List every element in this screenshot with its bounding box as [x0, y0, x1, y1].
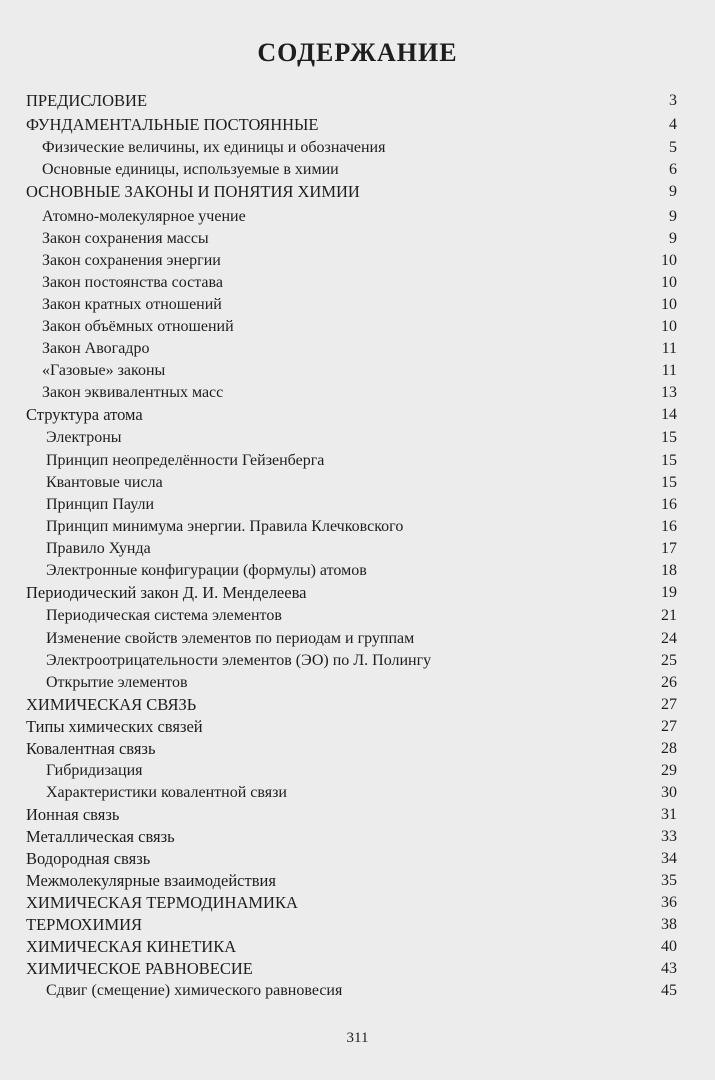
toc-entry-title: Закон кратных отношений: [42, 296, 222, 313]
toc-entry: [0, 980, 715, 1004]
toc-entry-title: Принцип неопределённости Гейзенберга: [46, 452, 325, 469]
toc-entry-page: 10: [661, 318, 677, 335]
toc-entry: [0, 114, 715, 138]
toc-entry-page: 21: [661, 607, 677, 624]
toc-entry-page: 9: [669, 208, 677, 225]
toc-entry-title: ОСНОВНЫЕ ЗАКОНЫ И ПОНЯТИЯ ХИМИИ: [26, 182, 360, 201]
toc-entry-title: Ионная связь: [26, 805, 120, 824]
toc-entry-title: Закон Авогадро: [42, 340, 150, 357]
toc-entry-page: 19: [661, 584, 677, 601]
toc-entry-title: Правило Хунда: [46, 540, 151, 557]
toc-entry-title: Закон сохранения энергии: [42, 252, 221, 269]
toc-entry-title: Водородная связь: [26, 849, 151, 868]
toc-entry-page: 10: [661, 296, 677, 313]
toc-entry-page: 27: [661, 718, 677, 735]
toc-entry-page: 14: [661, 406, 677, 423]
toc-entry: [0, 958, 715, 982]
toc-entry-title: Типы химических связей: [26, 717, 203, 736]
toc-entry-title: ТЕРМОХИМИЯ: [26, 915, 143, 934]
toc-entry-page: 3: [669, 92, 677, 109]
toc-entry-page: 6: [669, 161, 677, 178]
toc-entry-title: Атомно-молекулярное учение: [42, 208, 246, 225]
toc-entry-title: Характеристики ковалентной связи: [46, 784, 287, 801]
toc-entry: [0, 206, 715, 230]
toc-entry-page: 24: [661, 630, 677, 647]
page-number: 311: [346, 1030, 369, 1046]
toc-entry: [0, 782, 715, 806]
toc-entry: [0, 338, 715, 362]
toc-entry-page: 34: [661, 850, 677, 867]
toc-entry: [0, 316, 715, 340]
toc-entry-title: Сдвиг (смещение) химического равновесия: [46, 982, 343, 999]
toc-entry-title: Периодический закон Д. И. Менделеева: [26, 583, 307, 602]
toc-entry: [0, 582, 715, 606]
toc-entry-title: ПРЕДИСЛОВИЕ: [26, 91, 148, 110]
toc-entry: [0, 870, 715, 894]
toc-entry-title: Закон объёмных отношений: [42, 318, 234, 335]
toc-entry: [0, 516, 715, 540]
toc-entry: [0, 450, 715, 474]
toc-entry: [0, 672, 715, 696]
toc-entry-page: 10: [661, 252, 677, 269]
toc-entry: [0, 914, 715, 938]
toc-entry: [0, 250, 715, 274]
toc-entry-title: Изменение свойств элементов по периодам и группам: [46, 630, 415, 647]
toc-entry-page: 30: [661, 784, 677, 801]
toc-entry-title: Металлическая связь: [26, 827, 175, 846]
toc-entry-title: ХИМИЧЕСКАЯ ТЕРМОДИНАМИКА: [26, 893, 298, 912]
toc-entry-title: Структура атома: [26, 405, 143, 424]
toc-entry-page: 31: [661, 806, 677, 823]
toc-entry-page: 25: [661, 652, 677, 669]
toc-entry-page: 9: [669, 183, 677, 200]
toc-entry-title: ХИМИЧЕСКАЯ СВЯЗЬ: [26, 695, 197, 714]
toc-entry-title: Закон сохранения массы: [42, 230, 209, 247]
toc-entry: [0, 538, 715, 562]
toc-entry-page: 15: [661, 452, 677, 469]
toc-entry: [0, 472, 715, 496]
toc-entry: [0, 427, 715, 451]
toc-entry: [0, 272, 715, 296]
toc-entry-page: 11: [661, 362, 677, 379]
toc-entry: [0, 294, 715, 318]
toc-entry-page: 18: [661, 562, 677, 579]
toc-entry-title: Основные единицы, используемые в химии: [42, 161, 339, 178]
toc-entry-page: 9: [669, 230, 677, 247]
toc-entry: [0, 137, 715, 161]
toc-entry-page: 38: [661, 916, 677, 933]
toc-entry-title: Периодическая система элементов: [46, 607, 282, 624]
toc-entry: [0, 181, 715, 205]
toc-entry: [0, 382, 715, 406]
toc-entry: [0, 804, 715, 828]
toc-entry: [0, 892, 715, 916]
toc-entry-page: 16: [661, 496, 677, 513]
toc-entry: [0, 560, 715, 584]
toc-entry-page: 11: [661, 340, 677, 357]
toc-entry-page: 10: [661, 274, 677, 291]
toc-entry-page: 33: [661, 828, 677, 845]
toc-entry-title: Физические величины, их единицы и обозначения: [42, 139, 386, 156]
toc-entry-page: 27: [661, 696, 677, 713]
toc-entry: [0, 694, 715, 718]
toc-entry: [0, 760, 715, 784]
toc-entry: [0, 650, 715, 674]
toc-entry-title: Принцип Паули: [46, 496, 155, 513]
toc-entry-page: 4: [669, 116, 677, 133]
toc-entry-title: Принцип минимума энергии. Правила Клечковского: [46, 518, 404, 535]
toc-entry: [0, 716, 715, 740]
toc-entry: [0, 90, 715, 114]
toc-entry-page: 28: [661, 740, 677, 757]
toc-entry-title: Электронные конфигурации (формулы) атомов: [46, 562, 367, 579]
toc-entry-page: 15: [661, 429, 677, 446]
toc-entry-title: Закон постоянства состава: [42, 274, 223, 291]
toc-entry-page: 40: [661, 938, 677, 955]
toc-entry-title: Ковалентная связь: [26, 739, 156, 758]
toc-entry-page: 16: [661, 518, 677, 535]
toc-entry-title: Квантовые числа: [46, 474, 163, 491]
toc-entry-title: Открытие элементов: [46, 674, 188, 691]
toc-entry: [0, 228, 715, 252]
toc-entry-title: «Газовые» законы: [42, 362, 166, 379]
toc-entry-title: Гибридизация: [46, 762, 143, 779]
toc-entry-title: Межмолекулярные взаимодействия: [26, 871, 276, 890]
toc-entry-title: Электроотрицательности элементов (ЭО) по Л. Полингу: [46, 652, 432, 669]
toc-entry-page: 17: [661, 540, 677, 557]
toc-entry: [0, 605, 715, 629]
toc-entry: [0, 848, 715, 872]
toc-entry-title: ФУНДАМЕНТАЛЬНЫЕ ПОСТОЯННЫЕ: [26, 115, 319, 134]
toc-entry: [0, 628, 715, 652]
page-title: СОДЕРЖАНИЕ: [257, 38, 458, 67]
toc-entry-title: ХИМИЧЕСКОЕ РАВНОВЕСИЕ: [26, 959, 253, 978]
toc-entry-page: 43: [661, 960, 677, 977]
toc-entry-title: ХИМИЧЕСКАЯ КИНЕТИКА: [26, 937, 237, 956]
toc-entry: [0, 494, 715, 518]
toc-entry-page: 15: [661, 474, 677, 491]
toc-entry: [0, 159, 715, 183]
toc-entry-page: 13: [661, 384, 677, 401]
toc-entry-title: Закон эквивалентных масс: [42, 384, 224, 401]
toc-entry: [0, 360, 715, 384]
toc-entry-page: 35: [661, 872, 677, 889]
toc-entry-page: 36: [661, 894, 677, 911]
toc-entry: [0, 936, 715, 960]
toc-entry-page: 5: [669, 139, 677, 156]
toc-entry: [0, 404, 715, 428]
toc-entry-page: 26: [661, 674, 677, 691]
toc-entry: [0, 738, 715, 762]
toc-entry: [0, 826, 715, 850]
toc-entry-page: 29: [661, 762, 677, 779]
toc-entry-page: 45: [661, 982, 677, 999]
toc-entry-title: Электроны: [46, 429, 122, 446]
